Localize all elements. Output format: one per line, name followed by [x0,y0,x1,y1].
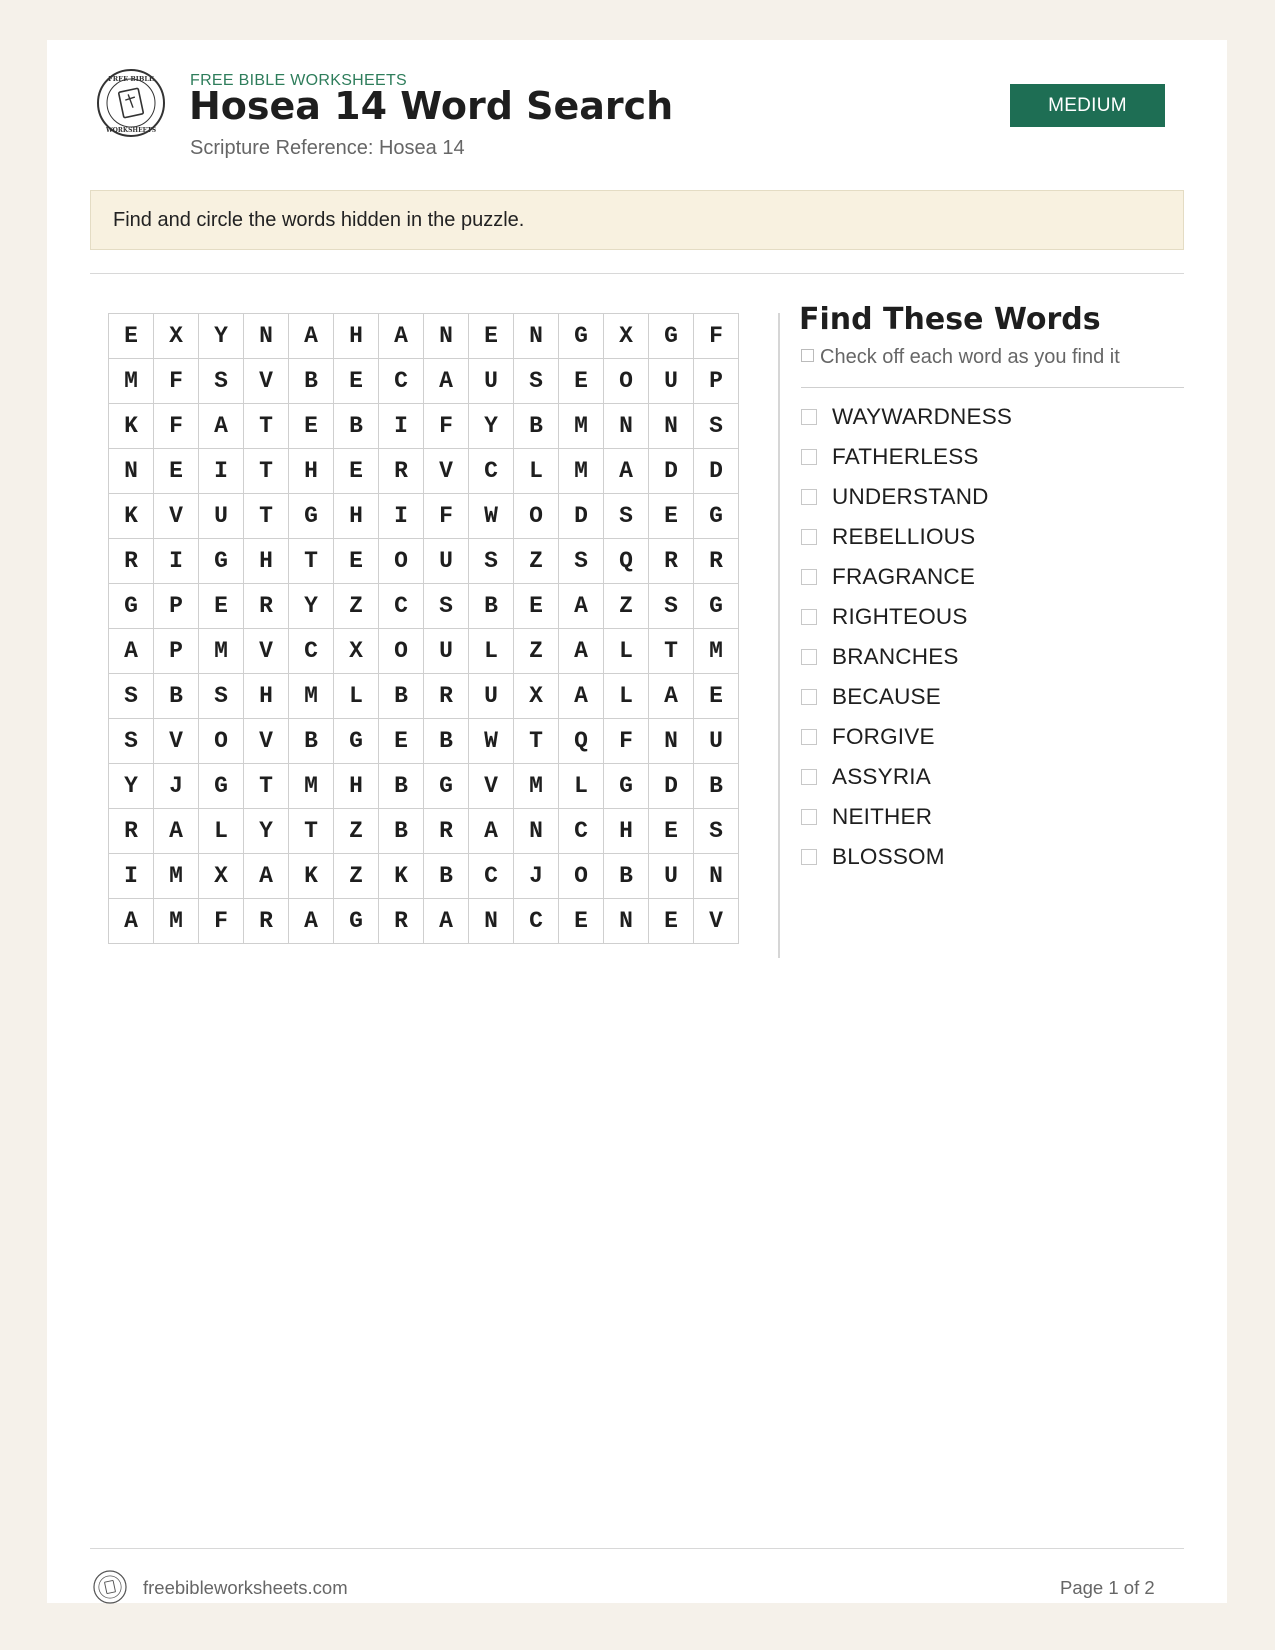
grid-row [109,764,739,809]
grid-cell[interactable]: R [379,449,424,494]
word-label: FRAGRANCE [832,564,976,589]
grid-cell[interactable]: G [424,764,469,809]
footer-divider [90,1548,1184,1549]
grid-cell[interactable]: L [514,449,559,494]
grid-cell[interactable]: I [379,404,424,449]
word-list-item [801,437,1012,477]
word-list-item [801,717,1012,757]
grid-cell[interactable]: N [109,449,154,494]
grid-cell[interactable]: G [199,764,244,809]
grid-cell[interactable]: D [694,449,739,494]
word-list-item [801,837,1012,877]
word-checkbox[interactable] [801,449,817,465]
grid-cell[interactable]: C [469,854,514,899]
word-checkbox[interactable] [801,689,817,705]
grid-cell[interactable]: B [379,809,424,854]
grid-cell[interactable]: N [244,314,289,359]
grid-cell[interactable]: F [154,404,199,449]
word-search-grid [108,313,739,944]
grid-row [109,854,739,899]
grid-cell[interactable]: M [289,674,334,719]
grid-cell[interactable]: B [379,764,424,809]
grid-cell[interactable]: C [559,809,604,854]
grid-cell[interactable]: E [469,314,514,359]
page-number: Page 1 of 2 [1060,1577,1155,1598]
grid-cell[interactable]: E [649,899,694,944]
grid-cell[interactable]: X [514,674,559,719]
grid-cell[interactable]: A [379,314,424,359]
word-list-item [801,557,1012,597]
grid-row [109,539,739,584]
grid-cell[interactable]: E [109,314,154,359]
grid-cell[interactable]: U [424,629,469,674]
grid-cell[interactable]: B [424,719,469,764]
grid-cell[interactable]: C [379,359,424,404]
grid-cell[interactable]: G [559,314,604,359]
grid-cell[interactable]: B [334,404,379,449]
grid-cell[interactable]: L [604,629,649,674]
grid-cell[interactable]: O [199,719,244,764]
grid-cell[interactable]: F [199,899,244,944]
grid-cell[interactable]: V [469,764,514,809]
grid-cell[interactable]: A [559,584,604,629]
word-label: UNDERSTAND [832,484,989,509]
grid-cell[interactable]: T [244,494,289,539]
word-label: REBELLIOUS [832,524,976,549]
grid-cell[interactable]: M [289,764,334,809]
grid-cell[interactable]: Y [244,809,289,854]
svg-text:FREE BIBLE: FREE BIBLE [108,75,154,83]
grid-cell[interactable]: B [604,854,649,899]
grid-cell[interactable]: A [109,629,154,674]
word-label: ASSYRIA [832,764,931,789]
grid-cell[interactable]: K [109,494,154,539]
word-list-divider [801,387,1184,388]
word-checkbox[interactable] [801,529,817,545]
grid-cell[interactable]: G [649,314,694,359]
word-list-item [801,757,1012,797]
grid-cell[interactable]: G [694,584,739,629]
grid-cell[interactable]: U [649,854,694,899]
grid-cell[interactable]: E [559,359,604,404]
grid-row [109,584,739,629]
word-checkbox[interactable] [801,569,817,585]
word-label: BRANCHES [832,644,959,669]
word-checkbox[interactable] [801,409,817,425]
grid-row [109,404,739,449]
grid-cell[interactable]: B [469,584,514,629]
grid-cell[interactable]: N [514,809,559,854]
grid-cell[interactable]: F [154,359,199,404]
grid-cell[interactable]: L [199,809,244,854]
word-list-item [801,797,1012,837]
grid-cell[interactable]: R [109,539,154,584]
grid-cell[interactable]: D [559,494,604,539]
grid-cell[interactable]: B [154,674,199,719]
grid-cell[interactable]: F [694,314,739,359]
word-list-item [801,597,1012,637]
grid-cell[interactable]: A [154,809,199,854]
grid-cell[interactable]: M [559,449,604,494]
grid-cell[interactable]: E [334,539,379,584]
word-list [801,397,1012,877]
grid-row [109,719,739,764]
grid-cell[interactable]: Z [334,854,379,899]
grid-cell[interactable]: C [289,629,334,674]
grid-row [109,899,739,944]
grid-cell[interactable]: N [604,404,649,449]
grid-cell[interactable]: S [514,359,559,404]
grid-cell[interactable]: Z [334,809,379,854]
word-list-hint [801,346,1120,369]
grid-cell[interactable]: C [379,584,424,629]
grid-cell[interactable]: A [559,674,604,719]
grid-cell[interactable]: N [604,899,649,944]
word-list-item [801,397,1012,437]
grid-cell[interactable]: S [199,359,244,404]
grid-cell[interactable]: V [154,494,199,539]
word-checkbox[interactable] [801,849,817,865]
grid-cell[interactable]: M [154,899,199,944]
grid-cell[interactable]: D [649,764,694,809]
grid-cell[interactable]: E [334,359,379,404]
grid-cell[interactable]: N [514,314,559,359]
grid-cell[interactable]: T [289,809,334,854]
word-list-hint-text: Check off each word as you find it [820,346,1120,368]
grid-cell[interactable]: T [289,539,334,584]
grid-cell[interactable]: G [109,584,154,629]
grid-cell[interactable]: Y [469,404,514,449]
grid-cell[interactable]: Z [514,629,559,674]
header-divider [90,273,1184,274]
grid-cell[interactable]: I [379,494,424,539]
grid-cell[interactable]: P [154,629,199,674]
word-list-title: Find These Words [799,302,1101,337]
grid-cell[interactable]: W [469,494,514,539]
grid-cell[interactable]: N [469,899,514,944]
grid-cell[interactable]: N [649,404,694,449]
grid-cell[interactable]: H [289,449,334,494]
grid-cell[interactable]: Y [109,764,154,809]
grid-cell[interactable]: B [379,674,424,719]
grid-cell[interactable]: S [109,674,154,719]
grid-cell[interactable]: B [514,404,559,449]
word-checkbox[interactable] [801,609,817,625]
grid-cell[interactable]: K [109,404,154,449]
grid-cell[interactable]: H [334,314,379,359]
grid-cell[interactable]: B [694,764,739,809]
grid-cell[interactable]: R [649,539,694,584]
grid-cell[interactable]: A [289,899,334,944]
grid-cell[interactable]: K [289,854,334,899]
grid-cell[interactable]: S [199,674,244,719]
grid-cell[interactable]: F [424,494,469,539]
scripture-reference: Scripture Reference: Hosea 14 [190,137,465,159]
grid-cell[interactable]: H [244,539,289,584]
grid-cell[interactable]: E [649,494,694,539]
grid-row [109,314,739,359]
grid-cell[interactable]: X [604,314,649,359]
word-label: NEITHER [832,804,933,829]
grid-cell[interactable]: U [694,719,739,764]
grid-cell[interactable]: S [649,584,694,629]
grid-cell[interactable]: P [154,584,199,629]
grid-cell[interactable]: A [424,359,469,404]
grid-cell[interactable]: U [424,539,469,584]
word-checkbox[interactable] [801,489,817,505]
grid-cell[interactable]: M [559,404,604,449]
word-label: FORGIVE [832,724,935,749]
word-checkbox[interactable] [801,809,817,825]
grid-cell[interactable]: M [199,629,244,674]
grid-row [109,449,739,494]
grid-cell[interactable]: I [109,854,154,899]
grid-cell[interactable]: Q [559,719,604,764]
grid-cell[interactable]: E [649,809,694,854]
grid-cell[interactable]: U [469,674,514,719]
grid-cell[interactable]: I [199,449,244,494]
grid-cell[interactable]: T [244,449,289,494]
grid-cell[interactable]: G [289,494,334,539]
column-divider [778,313,780,958]
grid-cell[interactable]: X [154,314,199,359]
grid-cell[interactable]: K [379,854,424,899]
grid-cell[interactable]: T [244,764,289,809]
grid-cell[interactable]: R [244,899,289,944]
grid-cell[interactable]: C [469,449,514,494]
grid-cell[interactable]: Y [199,314,244,359]
page-title: Hosea 14 Word Search [189,84,674,128]
grid-cell[interactable]: S [424,584,469,629]
difficulty-badge: MEDIUM [1010,84,1165,127]
grid-cell[interactable]: R [694,539,739,584]
grid-cell[interactable]: A [559,629,604,674]
grid-cell[interactable]: R [109,809,154,854]
grid-cell[interactable]: E [514,584,559,629]
grid-row [109,494,739,539]
grid-cell[interactable]: E [199,584,244,629]
grid-cell[interactable]: N [694,854,739,899]
grid-cell[interactable]: U [469,359,514,404]
grid-cell[interactable]: G [334,899,379,944]
grid-cell[interactable]: A [244,854,289,899]
grid-cell[interactable]: A [469,809,514,854]
word-checkbox[interactable] [801,729,817,745]
grid-cell[interactable]: Y [289,584,334,629]
grid-cell[interactable]: C [514,899,559,944]
grid-cell[interactable]: A [199,404,244,449]
grid-cell[interactable]: M [109,359,154,404]
grid-cell[interactable]: E [559,899,604,944]
grid-cell[interactable]: L [604,674,649,719]
grid-cell[interactable]: O [514,494,559,539]
grid-cell[interactable]: L [559,764,604,809]
grid-cell[interactable]: P [694,359,739,404]
grid-cell[interactable]: E [694,674,739,719]
grid-cell[interactable]: A [604,449,649,494]
footer-site-link[interactable]: freebibleworksheets.com [143,1577,348,1598]
grid-cell[interactable]: O [379,629,424,674]
grid-cell[interactable]: B [289,359,334,404]
grid-cell[interactable]: S [694,404,739,449]
grid-cell[interactable]: F [604,719,649,764]
grid-cell[interactable]: H [334,494,379,539]
grid-cell[interactable]: Z [604,584,649,629]
grid-cell[interactable]: J [514,854,559,899]
grid-cell[interactable]: E [334,449,379,494]
word-label: WAYWARDNESS [832,404,1013,429]
grid-cell[interactable]: U [199,494,244,539]
word-label: BECAUSE [832,684,941,709]
grid-cell[interactable]: N [424,314,469,359]
grid-cell[interactable]: V [694,899,739,944]
grid-row [109,674,739,719]
grid-cell[interactable]: F [424,404,469,449]
grid-cell[interactable]: T [244,404,289,449]
word-label: RIGHTEOUS [832,604,968,629]
grid-cell[interactable]: Q [604,539,649,584]
word-label: FATHERLESS [832,444,979,469]
bible-seal-logo-icon [96,68,166,138]
word-list-item [801,477,1012,517]
grid-cell[interactable]: O [604,359,649,404]
grid-cell[interactable]: R [424,809,469,854]
grid-cell[interactable]: B [289,719,334,764]
grid-row [109,809,739,854]
grid-row [109,629,739,674]
grid-cell[interactable]: M [154,854,199,899]
word-list-item [801,517,1012,557]
grid-cell[interactable]: S [109,719,154,764]
word-label: BLOSSOM [832,844,945,869]
grid-cell[interactable]: J [154,764,199,809]
grid-cell[interactable]: V [154,719,199,764]
grid-cell[interactable]: A [649,674,694,719]
grid-cell[interactable]: O [379,539,424,584]
word-list-item [801,677,1012,717]
grid-cell[interactable]: A [289,314,334,359]
grid-cell[interactable]: A [424,899,469,944]
grid-cell[interactable]: S [559,539,604,584]
grid-cell[interactable]: G [334,719,379,764]
grid-cell[interactable]: V [244,719,289,764]
grid-cell[interactable]: Z [334,584,379,629]
grid-cell[interactable]: I [154,539,199,584]
grid-cell[interactable]: U [649,359,694,404]
grid-cell[interactable]: E [289,404,334,449]
grid-row [109,359,739,404]
word-checkbox[interactable] [801,769,817,785]
grid-cell[interactable]: M [694,629,739,674]
grid-cell[interactable]: L [334,674,379,719]
word-checkbox[interactable] [801,649,817,665]
footer-logo-icon [93,1570,127,1604]
grid-cell[interactable]: V [244,359,289,404]
grid-cell[interactable]: G [694,494,739,539]
instructions-banner: Find and circle the words hidden in the puzzle. [90,190,1184,250]
grid-cell[interactable]: G [604,764,649,809]
grid-cell[interactable]: L [469,629,514,674]
grid-cell[interactable]: X [334,629,379,674]
grid-cell[interactable]: H [334,764,379,809]
svg-text:WORKSHEETS: WORKSHEETS [105,127,157,134]
grid-cell[interactable]: Z [514,539,559,584]
grid-cell[interactable]: V [424,449,469,494]
grid-cell[interactable]: O [559,854,604,899]
grid-cell[interactable]: M [514,764,559,809]
grid-cell[interactable]: T [649,629,694,674]
grid-cell[interactable]: E [154,449,199,494]
grid-cell[interactable]: E [379,719,424,764]
grid-cell[interactable]: A [109,899,154,944]
grid-cell[interactable]: B [424,854,469,899]
grid-cell[interactable]: G [199,539,244,584]
grid-cell[interactable]: H [244,674,289,719]
grid-cell[interactable]: R [379,899,424,944]
hint-checkbox-icon [801,349,814,362]
word-list-item [801,637,1012,677]
worksheet-page [47,40,1227,1603]
grid-cell[interactable]: R [244,584,289,629]
brand-label: FREE BIBLE WORKSHEETS [190,72,408,89]
grid-cell[interactable]: T [514,719,559,764]
grid-cell[interactable]: V [244,629,289,674]
grid-cell[interactable]: S [604,494,649,539]
grid-cell[interactable]: S [469,539,514,584]
grid-cell[interactable]: R [424,674,469,719]
grid-cell[interactable]: D [649,449,694,494]
grid-cell[interactable]: H [604,809,649,854]
grid-cell[interactable]: N [649,719,694,764]
grid-cell[interactable]: W [469,719,514,764]
grid-cell[interactable]: S [694,809,739,854]
grid-cell[interactable]: X [199,854,244,899]
